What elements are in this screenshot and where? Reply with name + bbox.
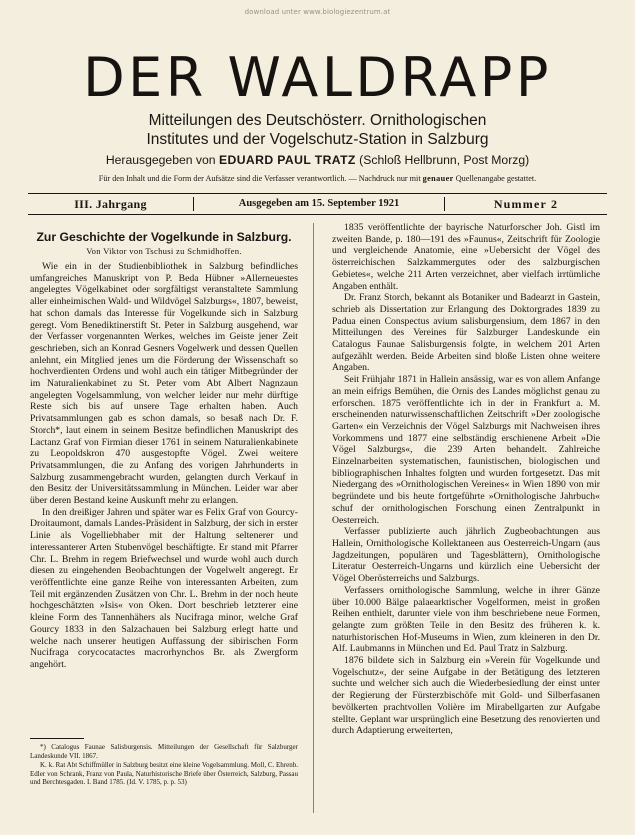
disclaimer: [28, 174, 607, 184]
editor-name: EDUARD PAUL TRATZ: [218, 153, 356, 167]
footnote-2: K. k. Rat Abt Schiffmüller in Salzburg besitzt eine kleine Vogelsammlung. Moll, C. Ehrenb. Edler von Schrank, Franz von Paula, Naturhistorische Briefe über Österreich, Salzburg, Passau und Berchtesgaden. I. Band 1785. (Id. V. 1785, p. p. 53): [30, 761, 298, 786]
right-paragraph-3: Seit Frühjahr 1871 in Hallein ansässig, war es von allem Anfange an mein eifrigs Bemühen, die Ornis des Landes möglichst genau zu erforschen. 1875 veröffentlichte ich in der in Frankfurt a. M. erscheinenden naturwissenschaftlichen Zeitschrift »Der zoologische Garten« ein Verzeichnis der Vögel Salzburgs mit Nachweisen ihres Vorkommens und 1877 eine selbständig erschienene Arbeit »Die Vögel Salzburgs«, die 239 Arten behandelt. Zahlreiche Einzelnarbeiten systematischen, faunistischen, biologischen und bibliographischen Inhaltes folgten und wurden fortgesetzt. Das mit Niedergang des »Ornithologischen Vereines« in Wien 1890 von mir begründete und bis heute fortgeführte »Ornithologische Jahrbuch« schuf der ornithologischen Forschung einen Zentralpunkt in Oesterreich.: [332, 374, 600, 526]
disclaimer-before: Für den Inhalt und die Form der Aufsätze sind die Verfasser verantwortlich. — Nachdruck nur mit: [98, 174, 421, 183]
article-title: Zur Geschichte der Vogelkunde in Salzburg.: [36, 230, 292, 244]
left-column: [30, 223, 298, 671]
editor-prefix: Herausgegeben von: [105, 153, 216, 167]
left-paragraph-1: Wie ein in der Studienbibliothek in Salzburg befindliches umfangreiches Manuskript von P. Beda Hübner »Allerneuestes angelegtes Vögelkabinet oder sorgfältigst veranstaltete Sammlung aller einheimischen Wald- und Wildvögel Salzburgs«, 1807, beweist, hat schon damals das Interesse für Vogelkunde sich in Salzburg geregt. Vom Benediktinerstift St. Peter in Salzburg ausgehend, war der Verfasser vorgenannten Werkes, welches im Geiste jener Zeit geschrieben, sich an Konrad Gesners Vogelwerk und dessen Quellen anlehnt, ein Mitglied jenes um die Förderung der Wissenschaft so hochverdienten Ordens und wohl auch ein tätiger Mitbegründer der im Naturalienkabinet zu St. Peter vom Abt Albert Nagnzaun angelegten Vogelsammlung, von welcher leider nur mehr dürftige Reste sich bis auf unsere Tage erhalten haben. Auch Privatsammlungen gab es schon damals, so besaß nach Dr. F. Storch*, laut einem in seinem Besitze befindlichen Manuskript des Lactanz Graf von Firmian dieser 1761 in seinem Naturalienkabinete zu Leopoldskron 470 ausgestopfte Vögel. Zwei weitere Privatsammlungen, die zu Anfang des vorigen Jahrhunderts in Salzburg zusammengebracht wurden, gelangten durch Verkauf in den Besitz der Universitätssammlung in München. Leider war aber über deren Bestand keine Auskunft mehr zu erlangen.: [30, 261, 298, 507]
footnotes: [30, 738, 298, 788]
article-author: Von Viktor von Tschusi zu Schmidhoffen.: [86, 246, 242, 256]
right-column: [332, 222, 600, 737]
right-paragraph-6: 1876 bildete sich in Salzburg ein »Verein für Vogelkunde und Vogelschutz«, der seine Aufgabe in der Betätigung des letzteren suchte und welcher sich auch die Wiederbesiedlung der einst unter der Regierung der Fürsterzbischöfe mit Gold- und Silberfasanen bevölkerten prachtvollen Volière im Mirabellgarten zur Aufgabe stellte. Geplant war ursprünglich eine Besetzung des renovierten und durch Adaptierung erweiterten,: [332, 655, 600, 737]
masthead-subtitle: [0, 112, 635, 149]
right-paragraph-5: Verfassers ornithologische Sammlung, welche in ihrer Gänze über 10.000 Bälge palaearktischer Vogelformen, meist in großen Reihen enthielt, darunter viele von ihm beschriebene neue Formen, gelangte zum größten Teile in den Besitz des früheren k. k. naturhistorischen Hof-Museums in Wien, zum kleineren in den Dr. Alf. Laubmanns in München und Ed. Paul Tratz in Salzburg.: [332, 584, 600, 655]
right-paragraph-2: Dr. Franz Storch, bekannt als Botaniker und Badearzt in Gastein, schrieb als Dissertation zur Erlangung des Doktorgrades 1839 zu Padua einen Conspectus avium salisburgensium, dem 1867 in den Mitteilungen des Vereines für Salzburger Landeskunde ein Catalogus Faunae Salisburgensis folgte, in welchem 201 Arten aufgezählt werden. Beide Arbeiten sind bloße Listen ohne weitere Angaben.: [332, 292, 600, 374]
masthead-title: DER WALDRAPP: [83, 46, 552, 109]
right-paragraph-1: 1835 veröffentlichte der bayrische Naturforscher Joh. Gistl im zweiten Bande, p. 180—191 des »Faunus«, Zeitschrift für Zoologie und vergleichende Anatomie, eine »Uebersicht der Vögel des österreichischen Salzkammergutes oder des salzburgischen Gebietes«, welche 211 Arten verzeichnet, aber vielfach irrtümliche Angaben enthält.: [332, 222, 600, 292]
issue-date: Ausgegeben am 15. September 1921: [193, 197, 445, 211]
watermark-text: download unter www.biologiezentrum.at: [244, 8, 391, 16]
subtitle-line-2: Institutes und der Vogelschutz-Station in Salzburg: [146, 130, 489, 148]
disclaimer-after: Quellenangabe gestattet.: [455, 174, 537, 183]
left-paragraph-2: In den dreißiger Jahren und später war es Felix Graf von Gourcy-Droitaumont, damals Landes-Präsident in Salzburg, der sich in erster Linie als Vogelliebhaber mit der Haltung seltenerer und interessanterer Arten Stubenvögel beschäftigte. Er stand mit Pfarrer Chr. L. Brehm in regem Briefwechsel und wurde wohl auch durch diesen zu eingehenden Beobachtungen der Vogelwelt angeregt. Er veröffentlichte eine ganze Reihe von interessanten Arbeiten, zum Teil mit ergänzenden Zusätzen von Chr. L. Brehm in der noch heute hochgeschätzten »Isis« von Oken. Dort beschrieb letzterer eine kleine Form des Tannenhähers als Nucifraga minor, welche Graf Gourcy 1833 in den Salzachauen bei Salzburg erlegt hatte und welche nach unserer heutigen Auffassung der sibirischen Form Nucifraga corycocatactes macrorhynchos Br. als Zwergform angehört.: [30, 506, 298, 670]
right-paragraph-4: Verfasser publizierte auch jährlich Zugbeobachtungen aus Hallein, Ornithologische Kollektaneen aus Oesterreich-Ungarn (aus Jagdzeitungen, populären und Tagesblättern), Ornithologische Literatur Oesterreich-Ungarns und kürzlich eine Uebersicht der Vögel Oberösterreichs und Salzburgs.: [332, 526, 600, 585]
footnote-1: *) Catalogus Faunae Salisburgensis. Mitteilungen der Gesellschaft für Salzburger Landeskunde VII. 1867.: [30, 743, 298, 760]
subtitle-line-1: Mitteilungen des Deutschösterr. Ornithologischen: [148, 112, 487, 129]
issue-number: Nummer 2: [493, 196, 559, 211]
column-divider: [313, 223, 314, 813]
editor-suffix: (Schloß Hellbrunn, Post Morzg): [359, 153, 530, 167]
issue-volume: III. Jahrgang: [74, 196, 147, 211]
editor-line: [0, 152, 635, 168]
issue-bar: [28, 193, 607, 215]
disclaimer-bold: genauer: [422, 174, 454, 183]
footnote-rule: [30, 738, 84, 739]
